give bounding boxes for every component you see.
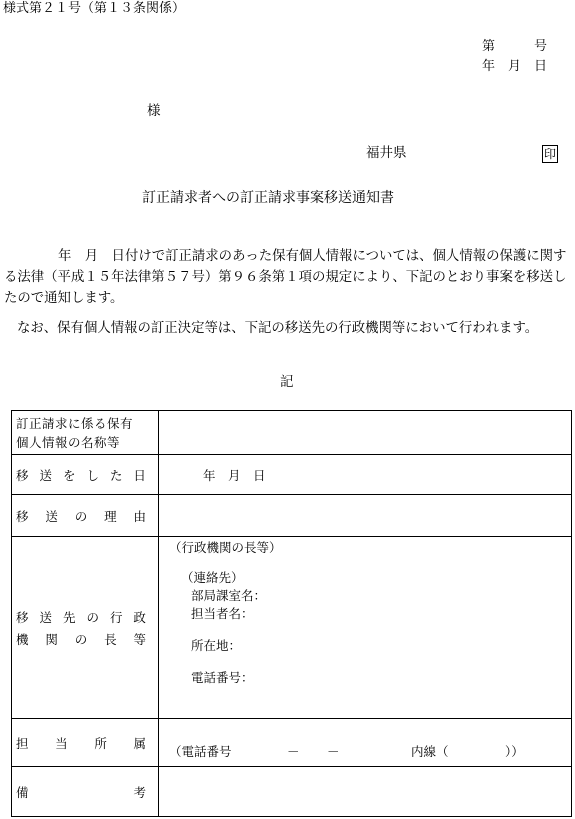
address-label: 所在地： — [191, 638, 242, 653]
table-row — [12, 411, 572, 455]
department-value[interactable] — [159, 719, 572, 767]
table-row — [12, 495, 572, 537]
table-row — [12, 455, 572, 495]
label-char: 送 — [39, 609, 52, 625]
label-char: 行 — [109, 609, 123, 625]
transfer-reason-value[interactable] — [159, 495, 572, 537]
label-char: し — [86, 467, 99, 483]
label-char: 由 — [133, 508, 146, 524]
extension-close: ）） — [505, 744, 524, 759]
label-char: 理 — [104, 508, 117, 524]
label-char: 政 — [133, 609, 146, 625]
row-label-transfer-date — [12, 455, 159, 495]
phone-dash: － — [327, 744, 340, 759]
contact-label: （連絡先） — [181, 570, 244, 585]
label-char: の — [74, 631, 88, 647]
label-char: 考 — [133, 784, 146, 800]
label-char: 送 — [45, 508, 58, 524]
body-paragraph-1: 年 月 日付けで訂正請求のあった保有個人情報については、個人情報の保護に関する法律（平成１５年法律第５７号）第９６条第１項の規定により、下記のとおり事案を移送したので通知します。 — [4, 249, 567, 306]
label-char: の — [74, 508, 88, 524]
label-char: 当 — [55, 735, 68, 751]
table-row — [12, 719, 572, 767]
person-in-charge-label: 担当者名： — [191, 606, 254, 621]
phone-label: 電話番号： — [191, 670, 254, 685]
label-char: た — [109, 467, 123, 483]
label-char: 移 — [16, 508, 29, 524]
row-label-remarks — [12, 767, 159, 817]
remarks-value[interactable] — [159, 767, 572, 817]
label-char: を — [62, 467, 76, 483]
sender-name: 福井県 — [366, 145, 407, 161]
document-title: 訂正請求者への訂正請求事案移送通知書 — [142, 190, 394, 206]
label-char: 所 — [94, 735, 107, 751]
transfer-date-value[interactable]: 年 月 日 — [159, 455, 572, 495]
row-label-record-name — [12, 411, 159, 455]
label-char: 機 — [16, 631, 29, 647]
department-label: 部局課室名： — [191, 588, 267, 603]
agency-head-label: （行政機関の長等） — [169, 540, 282, 555]
label-char: の — [86, 609, 99, 625]
seal-mark: 印 — [544, 147, 557, 161]
extension-label: 内線（ — [411, 744, 449, 759]
label-char: 関 — [45, 631, 58, 647]
label-char: 属 — [133, 735, 146, 751]
form-number: 様式第２１号（第１３条関係） — [3, 1, 186, 16]
record-name-value[interactable] — [159, 411, 572, 455]
table-row — [12, 537, 572, 719]
document-number-field: 第 号 — [482, 39, 548, 54]
row-label-department — [12, 719, 159, 767]
label-char: 送 — [39, 467, 52, 483]
addressee-honorific: 様 — [147, 103, 161, 119]
row-label-transfer-reason — [12, 495, 159, 537]
phone-dash: － — [287, 744, 300, 759]
ki-heading: 記 — [280, 374, 294, 390]
label-char: 長 — [104, 631, 117, 647]
body-paragraph-2: なお、保有個人情報の訂正決定等は、下記の移送先の行政機関等において行われます。 — [17, 321, 539, 336]
destination-head-value[interactable] — [159, 537, 572, 719]
label-char: 担 — [16, 735, 29, 751]
label-char: 移 — [16, 609, 29, 625]
label-char: 先 — [62, 609, 76, 625]
table-row — [12, 767, 572, 817]
label-char: 等 — [133, 631, 146, 647]
document-date-field: 年 月 日 — [482, 59, 548, 74]
label-char: 備 — [16, 784, 29, 800]
label-line: 訂正請求に係る保有 — [16, 415, 134, 431]
label-line: 個人情報の名称等 — [16, 434, 121, 450]
row-label-destination-head — [12, 537, 159, 719]
label-char: 移 — [16, 467, 29, 483]
transfer-details-table — [11, 410, 572, 817]
phone-number-label: （電話番号 — [169, 744, 232, 759]
label-char: 日 — [133, 467, 146, 483]
